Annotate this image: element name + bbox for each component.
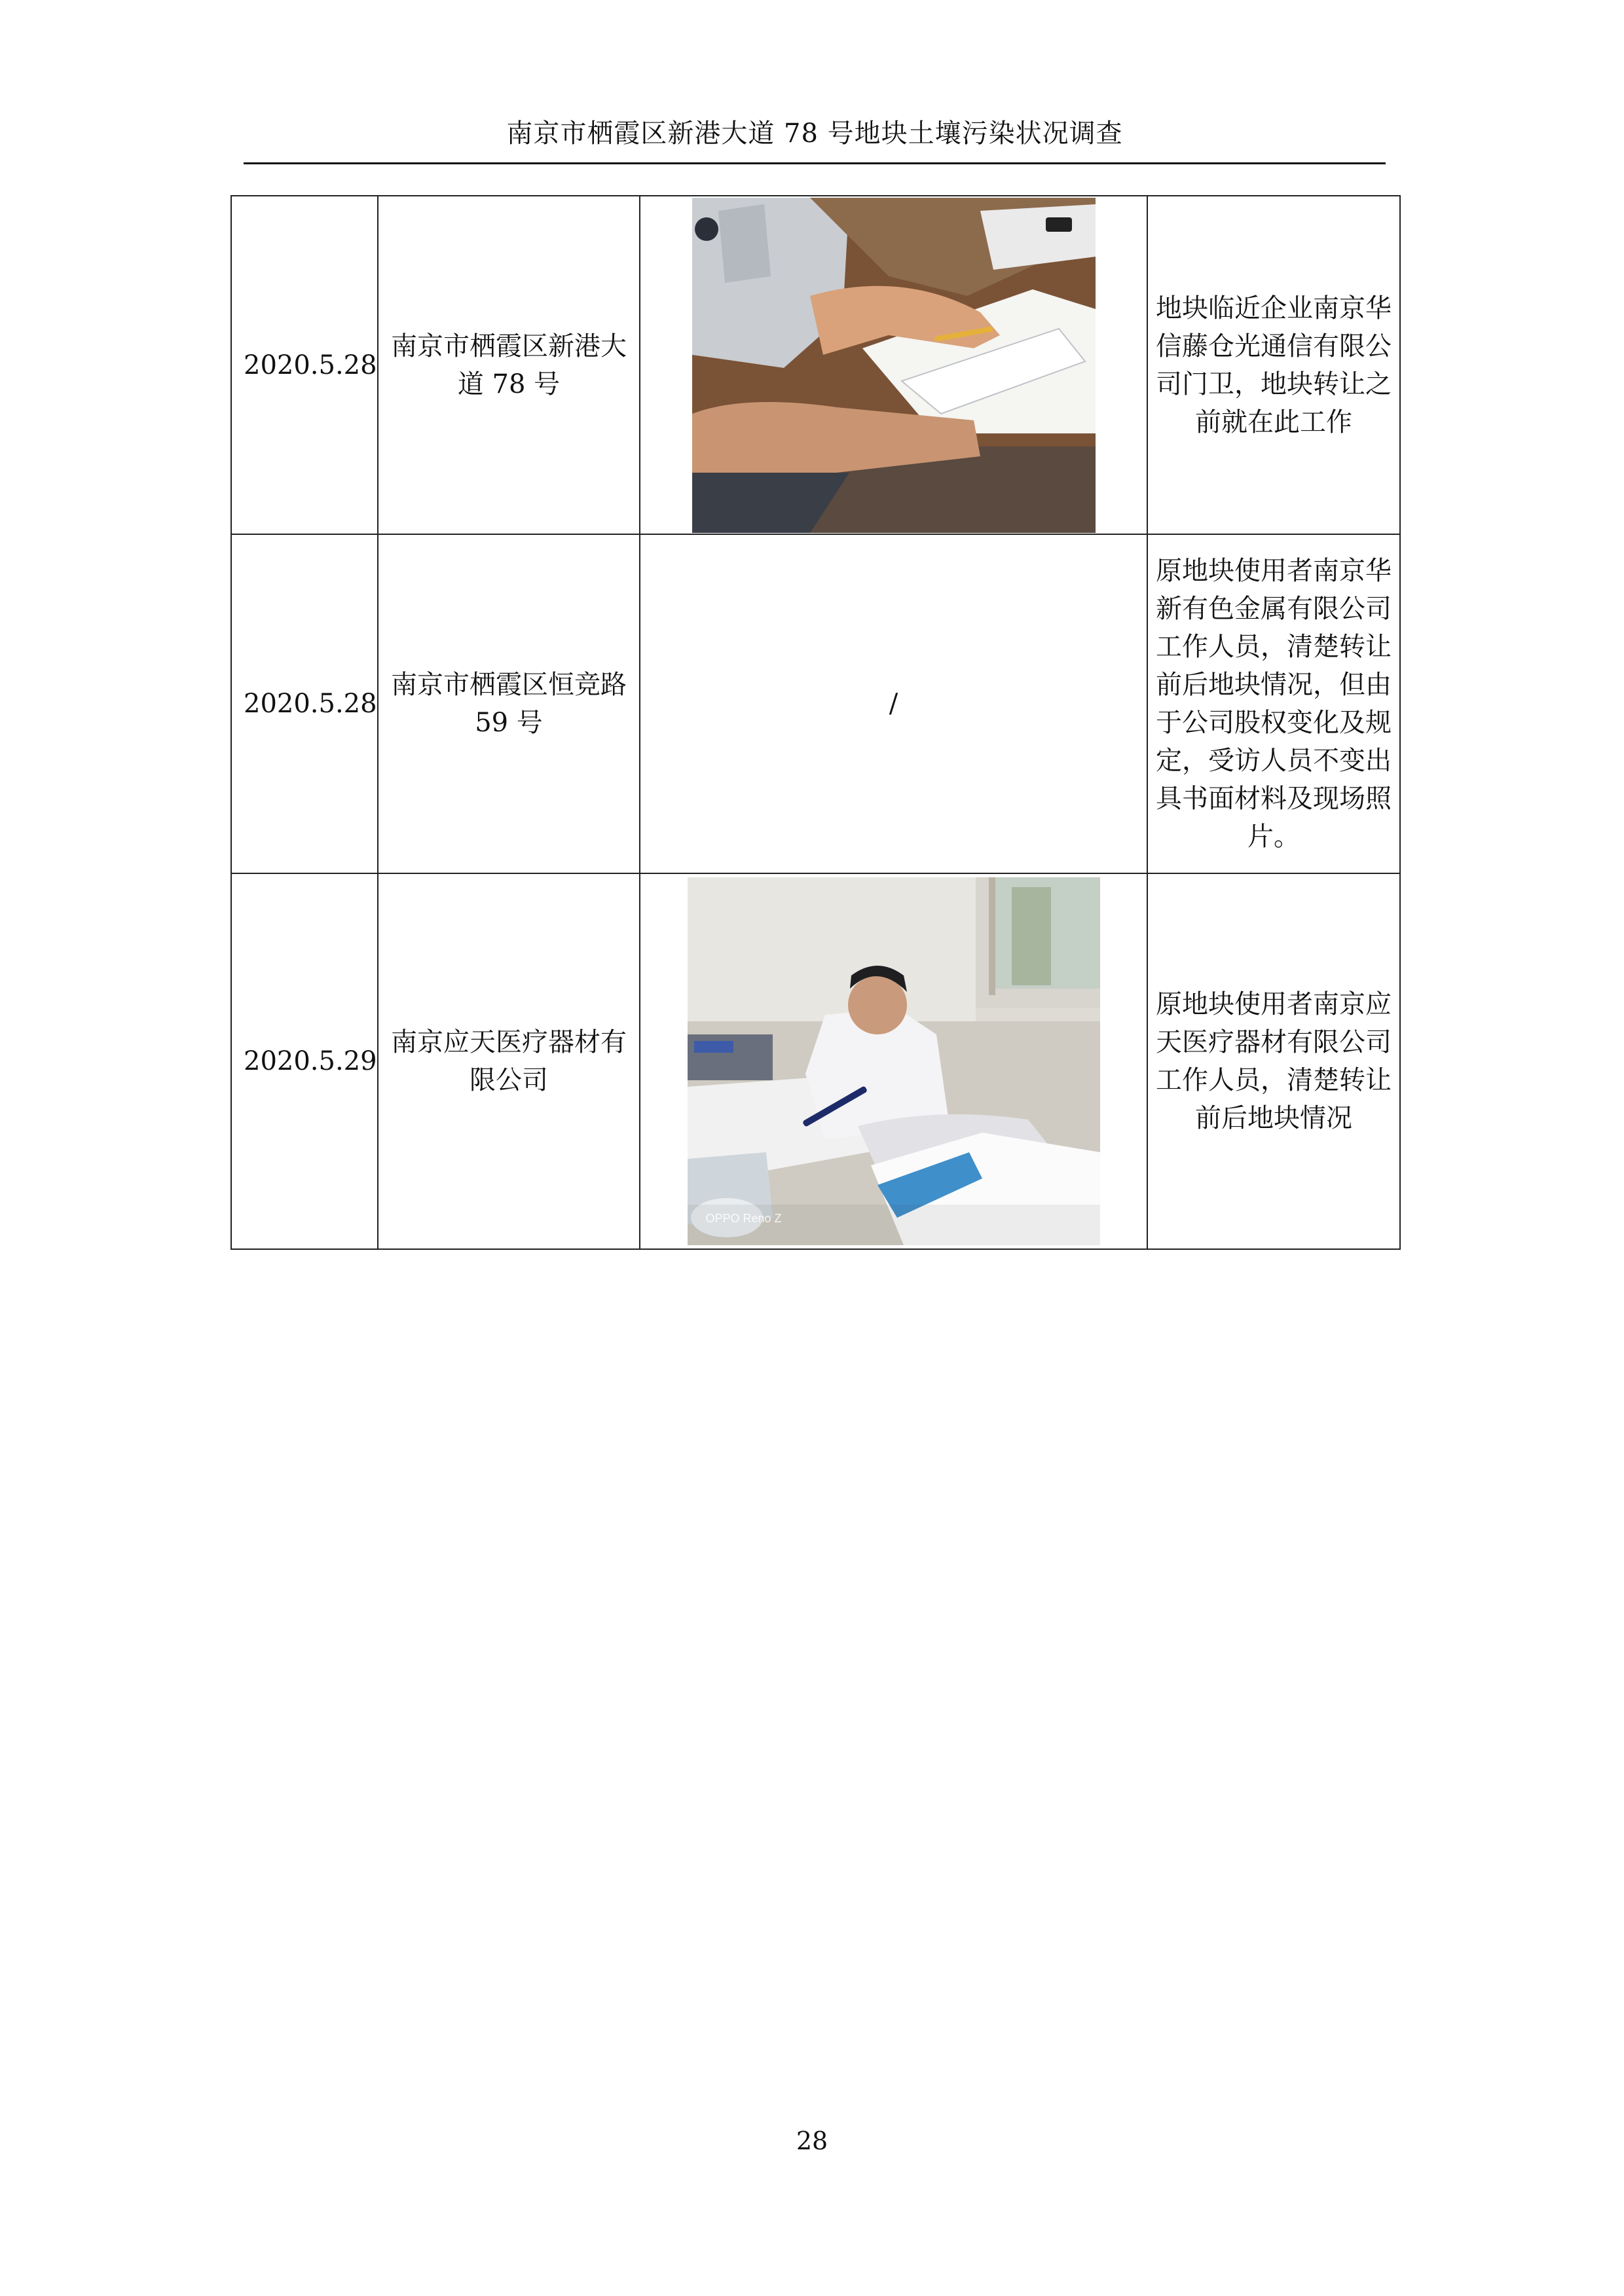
note-cell: [1147, 196, 1400, 534]
place-text: 南京市栖霞区新港大道 78 号: [391, 331, 627, 399]
note-cell: [1147, 873, 1400, 1249]
interview-records-table: [231, 195, 1401, 1250]
date-cell: [231, 534, 378, 873]
page-header-title: 南京市栖霞区新港大道 78 号地块土壤污染状况调查: [506, 118, 1123, 149]
photo-cell: [640, 196, 1147, 534]
date-text: 2020.5.29: [244, 1046, 377, 1076]
date-cell: [231, 196, 378, 534]
note-cell: [1147, 534, 1400, 873]
date-cell: [231, 873, 378, 1249]
table-row: [231, 196, 1400, 534]
photo-cell: [640, 873, 1147, 1249]
place-cell: [378, 873, 640, 1249]
interview-photo-office: [688, 877, 1100, 1245]
note-text: 地块临近企业南京华信藤仓光通信有限公司门卫，地块转让之前就在此工作: [1156, 293, 1392, 437]
date-text: 2020.5.28: [244, 350, 377, 380]
interview-photo-guard: [692, 198, 1096, 533]
photo-watermark: OPPO Reno Z: [705, 1212, 782, 1225]
photo-placeholder: /: [889, 689, 898, 719]
place-text: 南京市栖霞区恒竞路 59 号: [391, 670, 627, 738]
date-text: 2020.5.28: [244, 689, 377, 719]
place-cell: [378, 534, 640, 873]
table-row: [231, 873, 1400, 1249]
note-text: 原地块使用者南京应天医疗器材有限公司工作人员，清楚转让前后地块情况: [1156, 989, 1392, 1133]
table-row: [231, 534, 1400, 873]
photo-cell: [640, 534, 1147, 873]
place-cell: [378, 196, 640, 534]
header-divider: [244, 162, 1386, 164]
place-text: 南京应天医疗器材有限公司: [391, 1027, 627, 1095]
note-text: 原地块使用者南京华新有色金属有限公司工作人员，清楚转让前后地块情况，但由于公司股权变化及规定，受访人员不变出具书面材料及现场照片。: [1156, 556, 1392, 852]
page-number: 28: [796, 2126, 828, 2155]
